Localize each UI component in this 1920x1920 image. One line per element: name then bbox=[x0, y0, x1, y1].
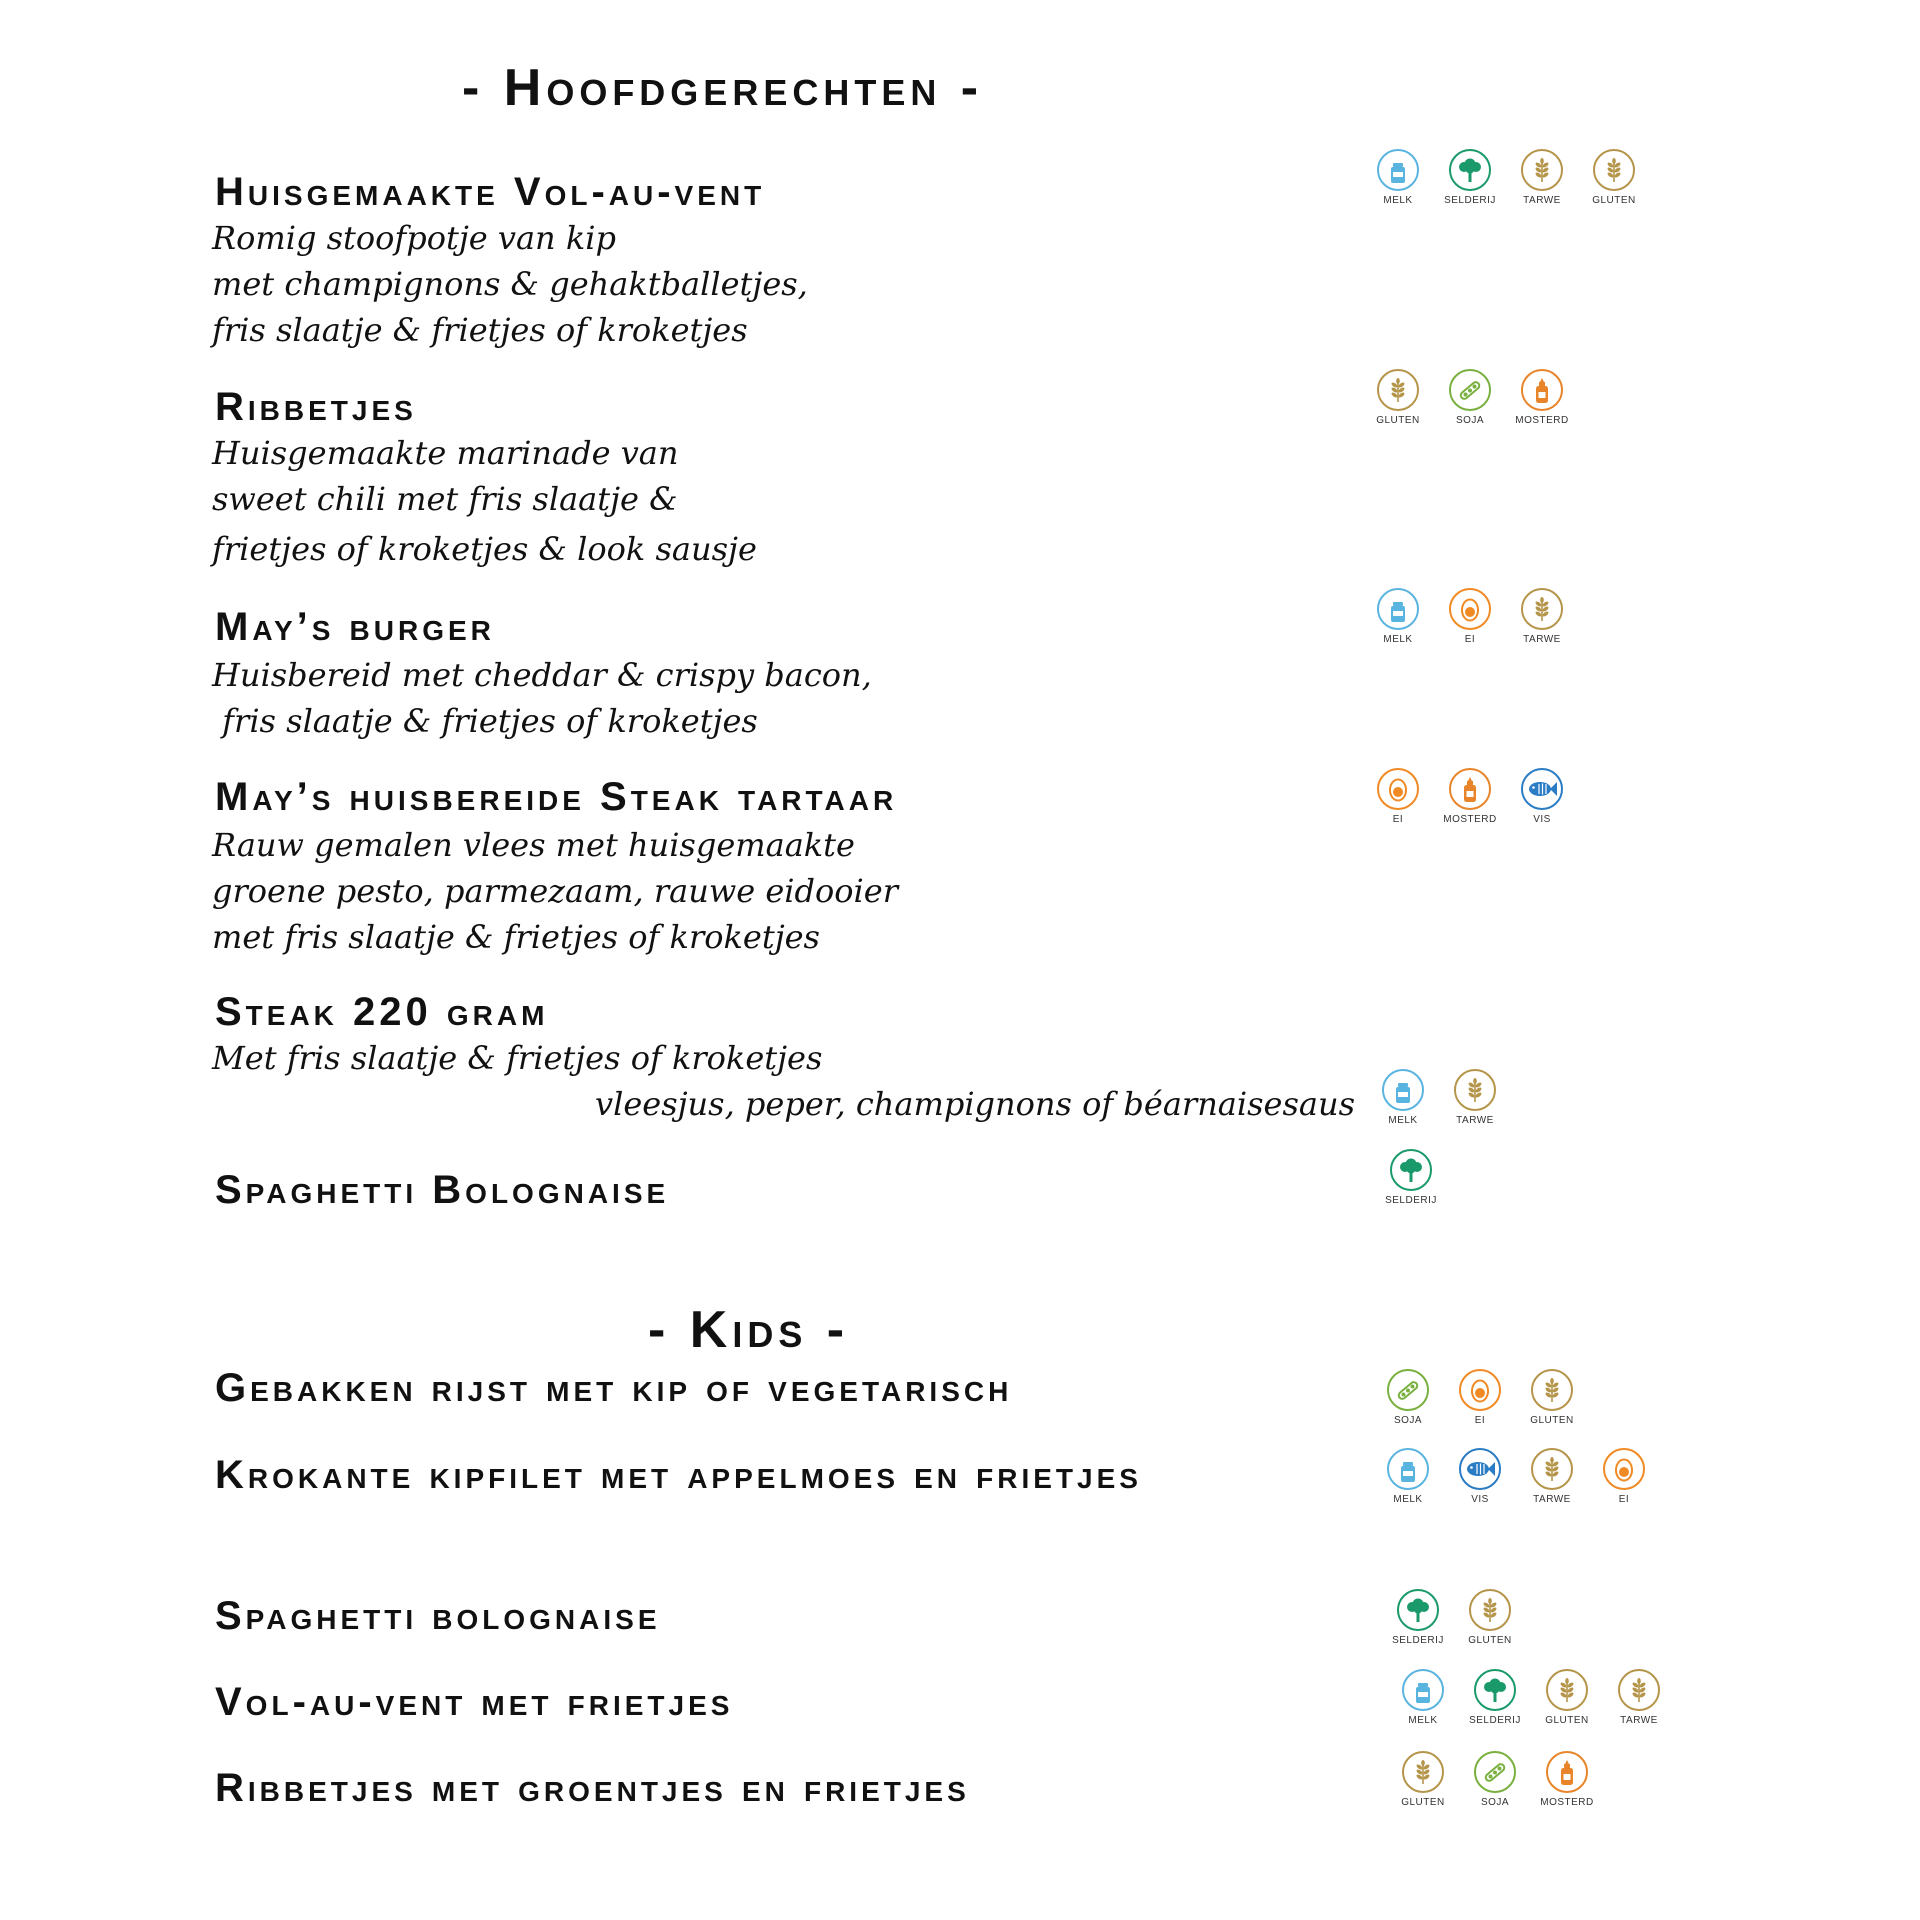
allergen-badge bbox=[1452, 1368, 1508, 1426]
allergen-badge bbox=[1467, 1750, 1523, 1808]
allergen-list bbox=[1390, 1588, 1518, 1646]
allergen-badge bbox=[1375, 1068, 1431, 1126]
allergen-badge bbox=[1380, 1447, 1436, 1505]
allergen-badge bbox=[1395, 1668, 1451, 1726]
allergen-label: TARWE bbox=[1456, 1115, 1494, 1126]
ei-icon bbox=[1602, 1447, 1646, 1491]
dish-description-steak-tartaar: Rauw gemalen vlees met huisgemaakte groene pesto, parmezaam, rauwe eidooier met fris slaatje & frietjes of kroketjes bbox=[212, 826, 898, 956]
gluten-icon bbox=[1376, 368, 1420, 412]
dish-name-steak-tartaar: May’s huisbereide Steak tartaar bbox=[215, 775, 898, 819]
allergen-badge bbox=[1370, 368, 1426, 426]
section-title-kids: - Kids - bbox=[648, 1301, 850, 1359]
soja-icon bbox=[1448, 368, 1492, 412]
allergen-badge bbox=[1442, 587, 1498, 645]
melk-icon bbox=[1401, 1668, 1445, 1712]
allergen-badge bbox=[1514, 767, 1570, 825]
allergen-label: EI bbox=[1392, 814, 1404, 825]
allergen-badge bbox=[1370, 587, 1426, 645]
kids-dish-name: Krokante kipfilet met appelmoes en frietjes bbox=[215, 1453, 1142, 1497]
allergen-label: TARWE bbox=[1620, 1715, 1658, 1726]
mosterd-icon bbox=[1520, 368, 1564, 412]
tarwe-icon bbox=[1617, 1668, 1661, 1712]
allergen-list bbox=[1395, 1668, 1667, 1726]
allergen-badge bbox=[1539, 1750, 1595, 1808]
mosterd-icon bbox=[1545, 1750, 1589, 1794]
kids-dish-name: Gebakken rijst met kip of vegetarisch bbox=[215, 1366, 1013, 1410]
gluten-icon bbox=[1592, 148, 1636, 192]
dish-name-ribbetjes: Ribbetjes bbox=[215, 385, 417, 429]
dish-description-ribbetjes: Huisgemaakte marinade van sweet chili met fris slaatje & frietjes of kroketjes & look sausje bbox=[212, 434, 757, 568]
allergen-label: MOSTERD bbox=[1515, 415, 1569, 426]
allergen-label: VIS bbox=[1533, 814, 1551, 825]
kids-dish-name: Spaghetti bolognaise bbox=[215, 1594, 661, 1638]
allergen-badge bbox=[1370, 148, 1426, 206]
allergen-label: MELK bbox=[1383, 634, 1413, 645]
allergen-badge bbox=[1380, 1368, 1436, 1426]
allergen-label: MOSTERD bbox=[1540, 1797, 1594, 1808]
ei-icon bbox=[1376, 767, 1420, 811]
allergen-label: SELDERIJ bbox=[1444, 195, 1496, 206]
allergen-label: SELDERIJ bbox=[1385, 1195, 1437, 1206]
allergen-label: MELK bbox=[1408, 1715, 1438, 1726]
allergen-list bbox=[1370, 767, 1570, 825]
allergen-badge bbox=[1514, 587, 1570, 645]
ei-icon bbox=[1458, 1368, 1502, 1412]
gluten-icon bbox=[1530, 1368, 1574, 1412]
section-title-hoofdgerechten: - Hoofdgerechten - bbox=[462, 59, 984, 117]
melk-icon bbox=[1376, 587, 1420, 631]
allergen-badge bbox=[1370, 767, 1426, 825]
allergen-badge bbox=[1611, 1668, 1667, 1726]
dish-name-spaghetti-bolognaise: Spaghetti Bolognaise bbox=[215, 1168, 670, 1212]
allergen-badge bbox=[1514, 148, 1570, 206]
allergen-label: EI bbox=[1618, 1494, 1630, 1505]
allergen-label: SOJA bbox=[1480, 1797, 1510, 1808]
dish-name-steak-220: Steak 220 gram bbox=[215, 990, 549, 1034]
selderij-icon bbox=[1473, 1668, 1517, 1712]
gluten-icon bbox=[1468, 1588, 1512, 1632]
allergen-label: SOJA bbox=[1455, 415, 1485, 426]
tarwe-icon bbox=[1520, 148, 1564, 192]
tarwe-icon bbox=[1520, 587, 1564, 631]
allergen-list bbox=[1380, 1368, 1580, 1426]
mosterd-icon bbox=[1448, 767, 1492, 811]
allergen-badge bbox=[1524, 1447, 1580, 1505]
allergen-list bbox=[1370, 368, 1570, 426]
dish-name-vol-au-vent: Huisgemaakte Vol-au-vent bbox=[215, 170, 766, 214]
dish-description-mays-burger: Huisbereid met cheddar & crispy bacon, fris slaatje & frietjes of kroketjes bbox=[212, 656, 872, 740]
allergen-badge bbox=[1586, 148, 1642, 206]
allergen-badge bbox=[1596, 1447, 1652, 1505]
kids-dish-name: Ribbetjes met groentjes en frietjes bbox=[215, 1766, 970, 1810]
allergen-list bbox=[1383, 1148, 1439, 1206]
allergen-list bbox=[1375, 1068, 1503, 1126]
allergen-label: VIS bbox=[1471, 1494, 1489, 1505]
allergen-label: MOSTERD bbox=[1443, 814, 1497, 825]
allergen-label: TARWE bbox=[1533, 1494, 1571, 1505]
dish-description-steak-220: Met fris slaatje & frietjes of kroketjes bbox=[212, 1039, 823, 1077]
vis-icon bbox=[1458, 1447, 1502, 1491]
vis-icon bbox=[1520, 767, 1564, 811]
allergen-badge bbox=[1462, 1588, 1518, 1646]
allergen-label: TARWE bbox=[1523, 634, 1561, 645]
selderij-icon bbox=[1448, 148, 1492, 192]
allergen-badge bbox=[1442, 767, 1498, 825]
allergen-badge bbox=[1452, 1447, 1508, 1505]
selderij-icon bbox=[1396, 1588, 1440, 1632]
tarwe-icon bbox=[1530, 1447, 1574, 1491]
dish-sauce-options: vleesjus, peper, champignons of béarnaisesaus bbox=[595, 1085, 1355, 1123]
allergen-label: TARWE bbox=[1523, 195, 1561, 206]
allergen-badge bbox=[1442, 368, 1498, 426]
allergen-label: GLUTEN bbox=[1530, 1415, 1574, 1426]
ei-icon bbox=[1448, 587, 1492, 631]
melk-icon bbox=[1376, 148, 1420, 192]
allergen-list bbox=[1370, 587, 1570, 645]
melk-icon bbox=[1386, 1447, 1430, 1491]
allergen-badge bbox=[1447, 1068, 1503, 1126]
gluten-icon bbox=[1401, 1750, 1445, 1794]
allergen-label: GLUTEN bbox=[1468, 1635, 1512, 1646]
melk-icon bbox=[1381, 1068, 1425, 1112]
gluten-icon bbox=[1545, 1668, 1589, 1712]
allergen-badge bbox=[1539, 1668, 1595, 1726]
soja-icon bbox=[1473, 1750, 1517, 1794]
dish-name-mays-burger: May’s burger bbox=[215, 605, 495, 649]
kids-dish-name: Vol-au-vent met frietjes bbox=[215, 1680, 734, 1724]
allergen-badge bbox=[1395, 1750, 1451, 1808]
allergen-badge bbox=[1467, 1668, 1523, 1726]
allergen-label: EI bbox=[1474, 1415, 1486, 1426]
allergen-label: GLUTEN bbox=[1401, 1797, 1445, 1808]
tarwe-icon bbox=[1453, 1068, 1497, 1112]
allergen-label: GLUTEN bbox=[1545, 1715, 1589, 1726]
allergen-label: SELDERIJ bbox=[1469, 1715, 1521, 1726]
soja-icon bbox=[1386, 1368, 1430, 1412]
dish-description-vol-au-vent: Romig stoofpotje van kip met champignons & gehaktballetjes, fris slaatje & frietjes of kroketjes bbox=[212, 219, 808, 349]
selderij-icon bbox=[1389, 1148, 1433, 1192]
allergen-label: MELK bbox=[1383, 195, 1413, 206]
allergen-label: EI bbox=[1464, 634, 1476, 645]
allergen-label: SOJA bbox=[1393, 1415, 1423, 1426]
allergen-label: GLUTEN bbox=[1376, 415, 1420, 426]
allergen-badge bbox=[1514, 368, 1570, 426]
allergen-list bbox=[1370, 148, 1642, 206]
allergen-badge bbox=[1383, 1148, 1439, 1206]
allergen-label: SELDERIJ bbox=[1392, 1635, 1444, 1646]
allergen-label: GLUTEN bbox=[1592, 195, 1636, 206]
allergen-list bbox=[1395, 1750, 1595, 1808]
allergen-badge bbox=[1390, 1588, 1446, 1646]
allergen-label: MELK bbox=[1393, 1494, 1423, 1505]
allergen-label: MELK bbox=[1388, 1115, 1418, 1126]
allergen-badge bbox=[1524, 1368, 1580, 1426]
allergen-badge bbox=[1442, 148, 1498, 206]
allergen-list bbox=[1380, 1447, 1652, 1505]
